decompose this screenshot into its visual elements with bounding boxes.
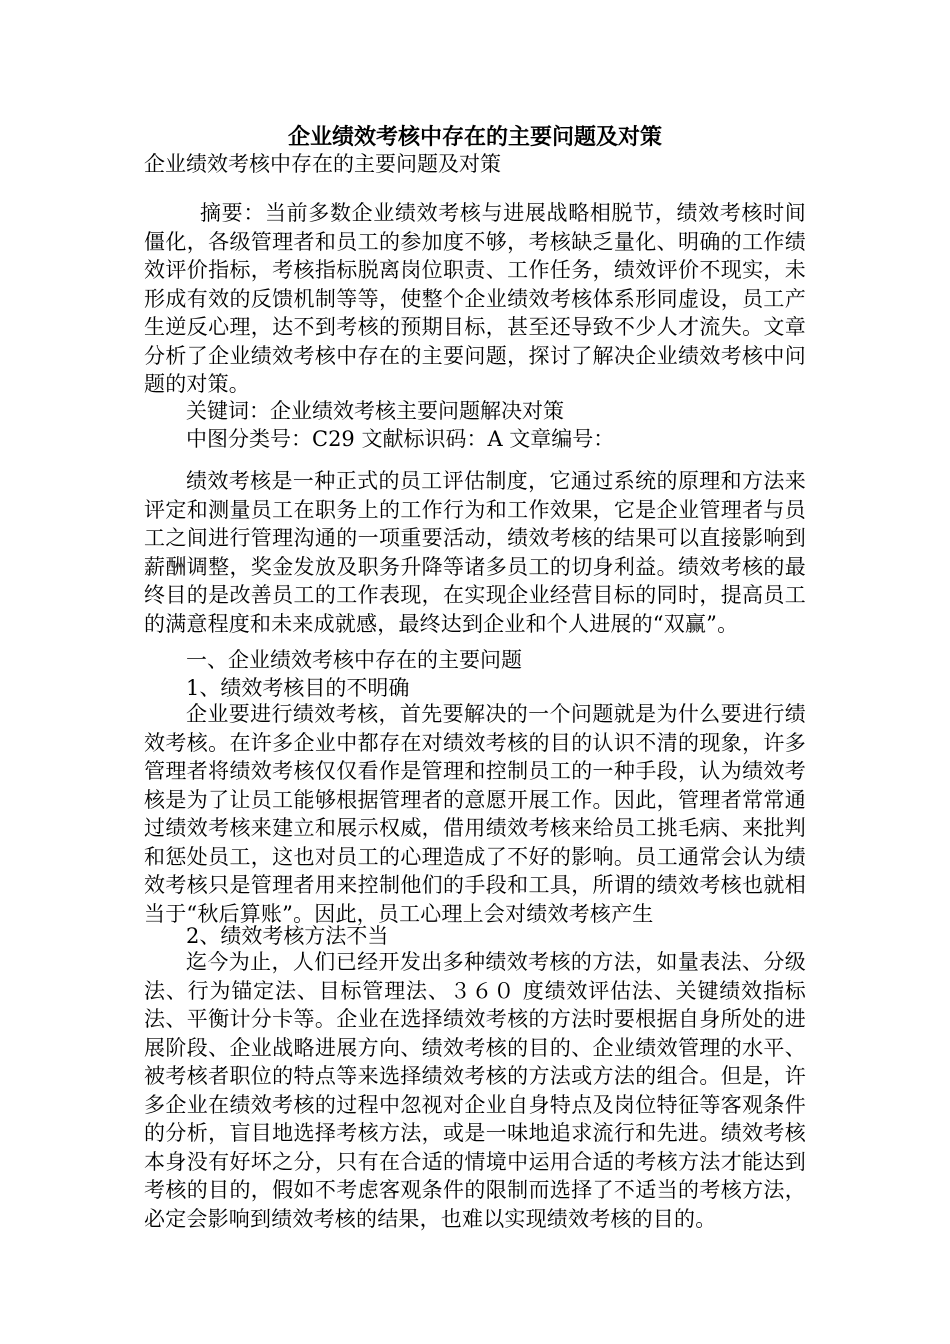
abstract-paragraph: 摘要：当前多数企业绩效考核与进展战略相脱节，绩效考核时间僵化，各级管理者和员工的参加度不够，考核缺乏量化、明确的工作绩效评价指标，考核指标脱离岗位职责、工作任务，绩效评价不现实，未形成有效的反馈机制等等，使整个企业绩效考核体系形同虚设，员工产生逆反心理，达不到考核的预期目标，甚至还导致不少人才流失。文章分析了企业绩效考核中存在的主要问题，探讨了解决企业绩效考核中问题的对策。: [144, 201, 806, 396]
subsection-paragraph-1: 企业要进行绩效考核，首先要解决的一个问题就是为什么要进行绩效考核。在许多企业中都存在对绩效考核的目的认识不清的现象，许多管理者将绩效考核仅仅看作是管理和控制员工的一种手段，认为绩效考核是为了让员工能够根据管理者的意愿开展工作。因此，管理者常常通过绩效考核来建立和展示权威，借用绩效考核来给员工挑毛病、来批判和惩处员工，这也对员工的心理造成了不好的影响。员工通常会认为绩效考核只是管理者用来控制他们的手段和工具，所谓的绩效考核也就相当于“秋后算账”。因此，员工心理上会对绩效考核产生: [144, 702, 806, 926]
classification-line: 中图分类号：C29 文献标识码：A 文章编号：: [186, 427, 615, 451]
subsection-heading-1: 1、绩效考核目的不明确: [186, 676, 410, 700]
document-title: 企业绩效考核中存在的主要问题及对策: [287, 124, 662, 150]
section-heading: 一、企业绩效考核中存在的主要问题: [186, 648, 522, 672]
intro-paragraph: 绩效考核是一种正式的员工评估制度，它通过系统的原理和方法来评定和测量员工在职务上的工作行为和工作效果，它是企业管理者与员工之间进行管理沟通的一项重要活动，绩效考核的结果可以直接影响到薪酬调整，奖金发放及职务升降等诸多员工的切身利益。绩效考核的最终目的是改善员工的工作表现，在实现企业经营目标的同时，提高员工的满意程度和未来成就感，最终达到企业和个人进展的“双赢”。: [144, 469, 806, 636]
document-subtitle: 企业绩效考核中存在的主要问题及对策: [144, 152, 501, 176]
subsection-paragraph-2: 迄今为止，人们已经开发出多种绩效考核的方法，如量表法、分级法、行为锚定法、目标管理法、３６０ 度绩效评估法、关键绩效指标法、平衡计分卡等。企业在选择绩效考核的方法时要根据自身所处的进展阶段、企业战略进展方向、绩效考核的目的、企业绩效管理的水平、被考核者职位的特点等来选择绩效考核的方法或方法的组合。但是，许多企业在绩效考核的过程中忽视对企业自身特点及岗位特征等客观条件的分析，盲目地选择考核方法，或是一味地追求流行和先进。绩效考核本身没有好坏之分，只有在合适的情境中运用合适的考核方法才能达到考核的目的，假如不考虑客观条件的限制而选择了不适当的考核方法，必定会影响到绩效考核的结果，也难以实现绩效考核的目的。: [144, 950, 806, 1231]
subsection-heading-2: 2、绩效考核方法不当: [186, 924, 389, 948]
keywords-line: 关键词：企业绩效考核主要问题解决对策: [186, 399, 564, 423]
